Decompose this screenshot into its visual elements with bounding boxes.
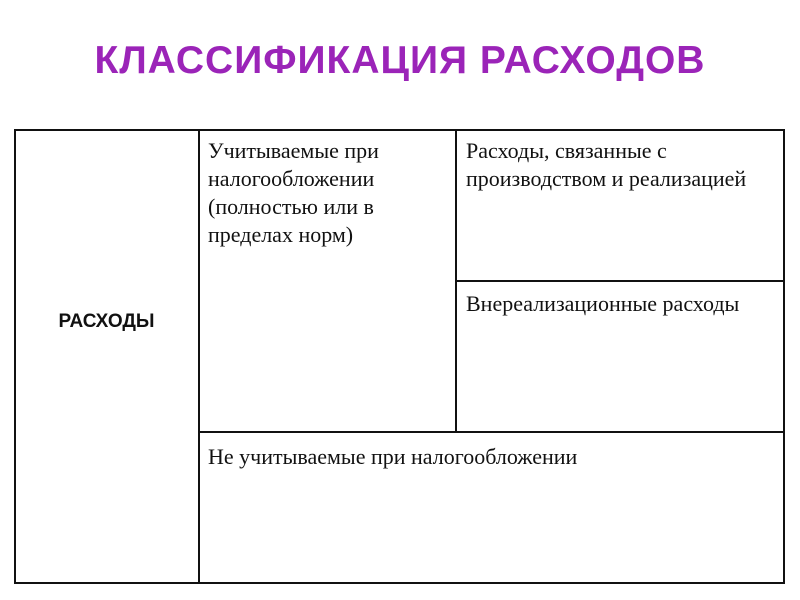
table-divider [198, 431, 785, 433]
table-divider [455, 280, 785, 282]
table-divider [198, 129, 200, 584]
expenses-root-label: РАСХОДЫ [58, 311, 155, 332]
page-title: КЛАССИФИКАЦИЯ РАСХОДОВ [94, 39, 706, 82]
non-taxable-expenses-cell: Не учитываемые при налогообложении [208, 444, 578, 469]
production-sales-expenses-cell: Расходы, связанные с производством и реализацией [466, 138, 747, 191]
taxable-expenses-cell: Учитываемые при налогообложении (полностью или в пределах норм) [208, 138, 379, 247]
non-operating-expenses-cell: Внереализационные расходы [466, 291, 740, 316]
